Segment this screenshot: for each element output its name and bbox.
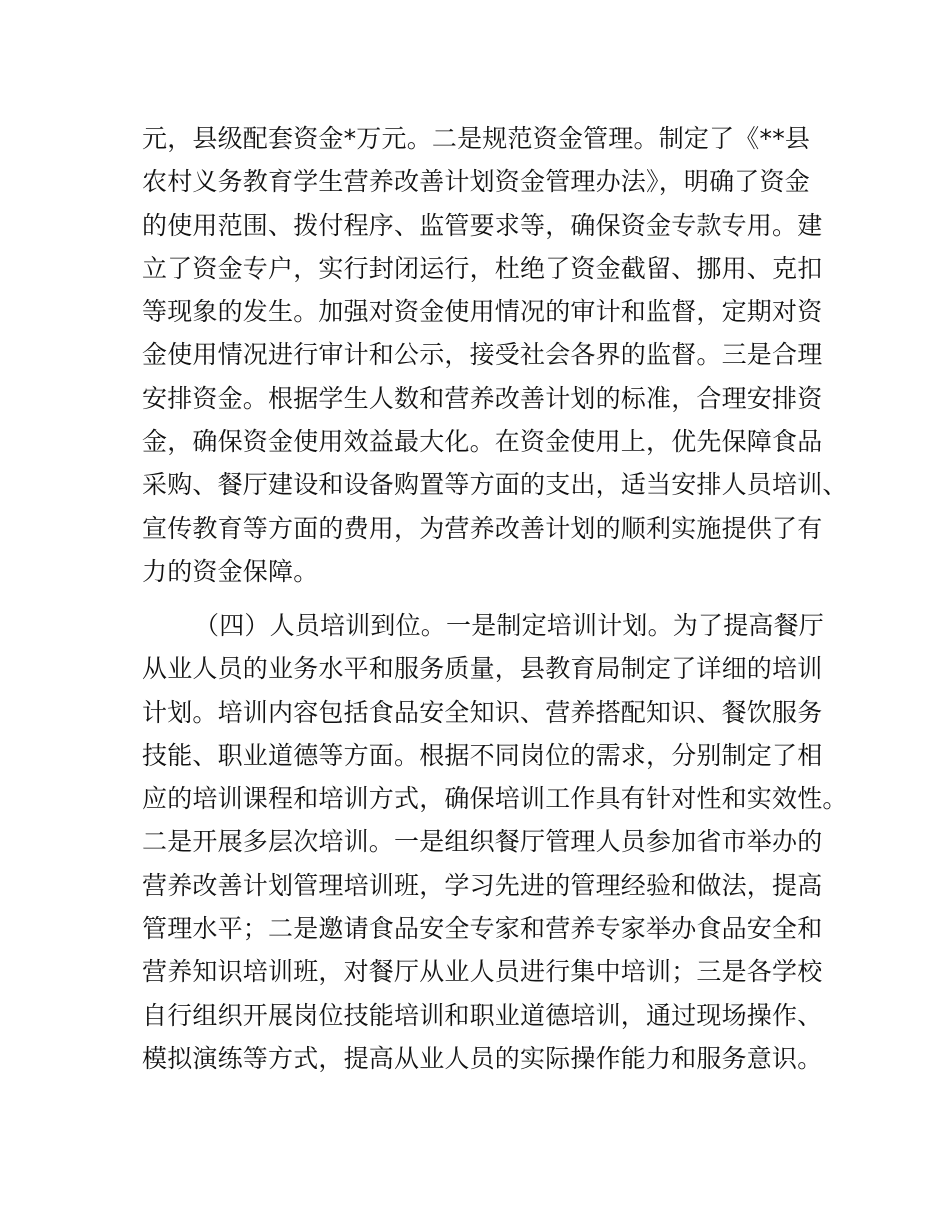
text-line: 技能、职业道德等方面。根据不同岗位的需求，分别制定了相 bbox=[142, 740, 823, 770]
paragraph-funding bbox=[142, 117, 848, 593]
text-line: 营养知识培训班，对餐厅从业人员进行集中培训；三是各学校 bbox=[142, 957, 823, 987]
text-line: 采购、餐厅建设和设备购置等方面的支出，适当安排人员培训、 bbox=[142, 470, 848, 500]
text-line: 计划。培训内容包括食品安全知识、营养搭配知识、餐饮服务 bbox=[142, 697, 823, 727]
text-line: 力的资金保障。 bbox=[142, 556, 319, 586]
text-line: 立了资金专户，实行封闭运行，杜绝了资金截留、挪用、克扣 bbox=[142, 253, 823, 283]
paragraph-staff-training bbox=[142, 604, 848, 1080]
text-line: 模拟演练等方式，提高从业人员的实际操作能力和服务意识。 bbox=[142, 1043, 823, 1073]
text-line: 自行组织开展岗位技能培训和职业道德培训，通过现场操作、 bbox=[142, 1000, 823, 1030]
text-line: 金，确保资金使用效益最大化。在资金使用上，优先保障食品 bbox=[142, 427, 823, 457]
text-line: 应的培训课程和培训方式，确保培训工作具有针对性和实效性。 bbox=[142, 784, 848, 814]
text-line: 从业人员的业务水平和服务质量，县教育局制定了详细的培训 bbox=[142, 654, 823, 684]
text-line: 营养改善计划管理培训班，学习先进的管理经验和做法，提高 bbox=[142, 870, 823, 900]
text-line: 等现象的发生。加强对资金使用情况的审计和监督，定期对资 bbox=[142, 297, 823, 327]
section-heading-line: （四）人员培训到位。一是制定培训计划。为了提高餐厅 bbox=[194, 611, 825, 640]
text-line: 的使用范围、拨付程序、监管要求等，确保资金专款专用。建 bbox=[142, 210, 823, 240]
text-line: 金使用情况进行审计和公示，接受社会各界的监督。三是合理 bbox=[142, 340, 823, 370]
text-line: 元，县级配套资金*万元。二是规范资金管理。制定了《**县 bbox=[142, 124, 811, 153]
text-line: 安排资金。根据学生人数和营养改善计划的标准，合理安排资 bbox=[142, 383, 823, 413]
text-line: 农村义务教育学生营养改善计划资金管理办法》，明确了资金 bbox=[142, 167, 810, 197]
text-line: 管理水平；二是邀请食品安全专家和营养专家举办食品安全和 bbox=[142, 914, 823, 944]
text-line: 二是开展多层次培训。一是组织餐厅管理人员参加省市举办的 bbox=[142, 827, 823, 857]
text-line: 宣传教育等方面的费用，为营养改善计划的顺利实施提供了有 bbox=[142, 513, 823, 543]
